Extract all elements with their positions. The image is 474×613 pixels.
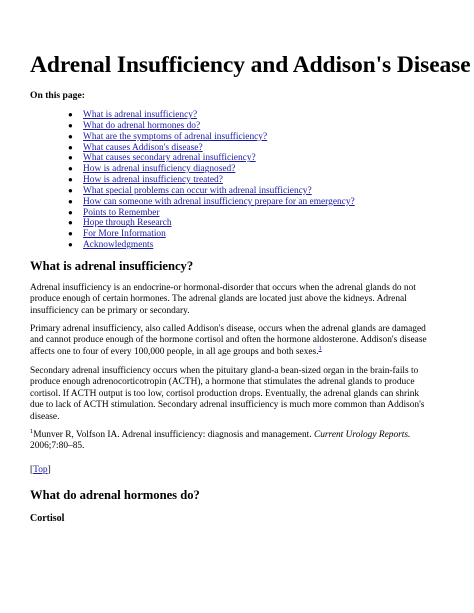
toc-item (30, 132, 355, 143)
toc-link[interactable]: What is adrenal insufficiency? (83, 110, 198, 120)
toc-item (30, 121, 355, 132)
bullet-icon: ● (68, 185, 73, 195)
paragraph-primary (30, 324, 432, 358)
bullet-icon: ● (68, 110, 73, 119)
section-heading-hormones: What do adrenal hormones do? (30, 488, 200, 502)
bullet-icon: ● (68, 142, 73, 152)
reference-text: Munver R, Volfson IA. Adrenal insufficiency: diagnosis and management. (33, 430, 312, 440)
paragraph-intro: Adrenal insufficiency is an endocrine-or hormonal-disorder that occurs when the adrenal glands do not produce enough of certain hormones. The adrenal glands are located just above the kidneys. Adrenal insufficiency can be primary or secondary. (30, 283, 416, 316)
section-heading-what-is: What is adrenal insufficiency? (30, 259, 194, 273)
toc-item (30, 153, 355, 164)
bullet-icon: ● (68, 153, 73, 163)
toc-link[interactable]: Acknowledgments (83, 240, 154, 251)
toc-item (30, 175, 355, 186)
toc-link[interactable]: How is adrenal insufficiency treated? (83, 175, 223, 186)
toc-item (30, 218, 355, 229)
toc-link[interactable]: For More Information (83, 229, 166, 240)
toc-item (30, 110, 355, 121)
toc-link[interactable]: What do adrenal hormones do? (83, 120, 201, 131)
top-link-line: [Top] (30, 465, 51, 475)
toc-link[interactable]: How can someone with adrenal insufficiency prepare for an emergency? (83, 196, 355, 207)
toc-link[interactable]: Points to Remember (83, 207, 160, 218)
footnote-link[interactable]: 1 (318, 344, 322, 352)
toc-link[interactable]: What causes Addison's disease? (83, 142, 203, 153)
paragraph-secondary: Secondary adrenal insufficiency occurs when the pituitary gland-a bean-sized organ in the brain-fails to produce enough adrenocorticotropin (ACTH), a hormone that stimulates the adrenal glands to produce cortisol. If ACTH output is too low, cortisol production drops. Eventually, the adrenal glands can shrink due to lack of ACTH stimulation. Secondary adrenal insufficiency is much more common than Addison's disease. (30, 366, 425, 422)
bullet-icon: ● (68, 164, 73, 174)
reference-tail: 2006;7:80–85. (30, 441, 85, 452)
toc-link[interactable]: How is adrenal insufficiency diagnosed? (83, 164, 236, 175)
bullet-icon: ● (68, 196, 73, 206)
bullet-icon: ● (68, 207, 73, 217)
toc-item (30, 186, 355, 197)
bullet-icon: ● (68, 240, 73, 250)
reference (30, 427, 432, 453)
subheading-cortisol: Cortisol (30, 513, 65, 524)
toc-item (30, 197, 355, 208)
bullet-icon: ● (68, 229, 73, 239)
reference-number: 1 (30, 427, 34, 435)
toc-item (30, 229, 355, 240)
bullet-icon: ● (68, 175, 73, 185)
on-this-page-label: On this page: (30, 90, 85, 101)
bullet-icon: ● (68, 120, 73, 130)
paragraph-primary-text: Primary adrenal insufficiency, also called Addison's disease, occurs when the adrenal glands are damaged and cannot produce enough of the hormone cortisol and often the hormone aldosterone. Addison's disease affects one to four of every 100,000 people, in all age groups and both sexes. (30, 324, 427, 357)
toc-link[interactable]: What are the symptoms of adrenal insufficiency? (83, 131, 268, 142)
toc-link[interactable]: What special problems can occur with adrenal insufficiency? (83, 185, 312, 196)
page-title: Adrenal Insufficiency and Addison's Disease (30, 52, 471, 78)
top-link[interactable]: Top (33, 465, 48, 475)
toc-item (30, 208, 355, 219)
toc-item (30, 240, 355, 251)
reference-journal: Current Urology Reports. (313, 430, 411, 440)
toc-item (30, 143, 355, 154)
bullet-icon: ● (68, 218, 73, 228)
bullet-icon: ● (68, 131, 73, 141)
toc-link[interactable]: Hope through Research (83, 218, 172, 229)
toc-item (30, 164, 355, 175)
table-of-contents (30, 110, 355, 251)
toc-link[interactable]: What causes secondary adrenal insufficiency? (83, 153, 256, 164)
